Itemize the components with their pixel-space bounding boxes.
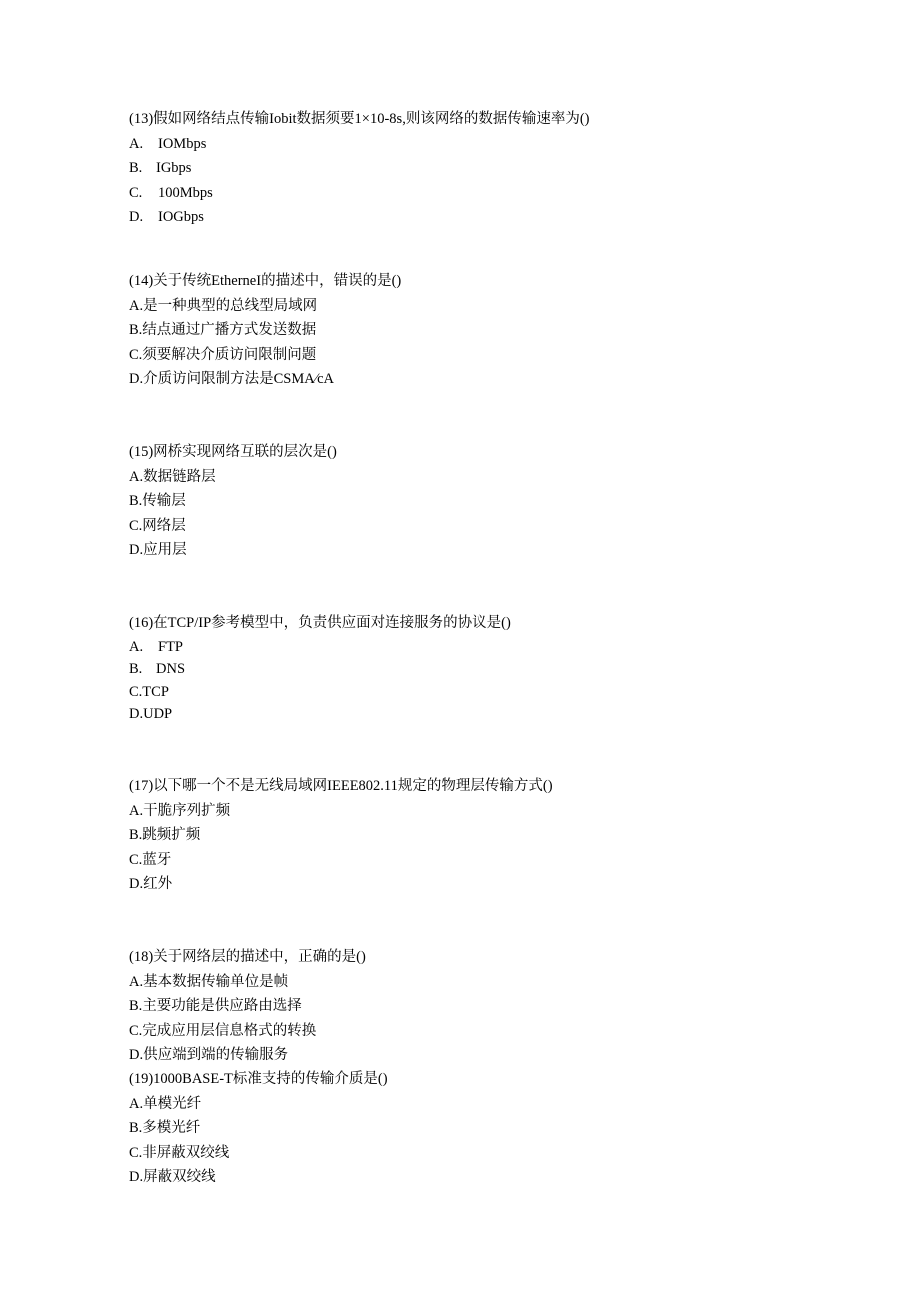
question-stem: (19)1000BASE-T标准支持的传输介质是() <box>129 1071 388 1087</box>
option-c: C.完成应用层信息格式的转换 <box>129 1022 317 1039</box>
option-d: D.介质访问限制方法是CSMA⁄cA <box>129 371 335 387</box>
question-stem: (17)以下哪一个不是无线局域网IEEE802.11规定的物理层传输方式() <box>129 778 553 794</box>
option-a: A.干脆序列扩频 <box>129 802 231 819</box>
option-b: B.传输层 <box>129 493 186 509</box>
question-18 <box>129 945 829 1068</box>
option-c: C.蓝牙 <box>129 851 172 868</box>
option-a: A. FTP <box>129 638 183 655</box>
question-19 <box>129 1067 829 1190</box>
question-stem: (16)在TCP/IP参考模型中，负责供应面对连接服务的协议是() <box>129 615 511 631</box>
option-b: B.跳频扩频 <box>129 827 201 843</box>
question-stem: (15)网桥实现网络互联的层次是() <box>129 444 337 460</box>
option-c: C.须要解决介质访问限制问题 <box>129 346 317 363</box>
question-17 <box>129 774 829 897</box>
option-a: A.基本数据传输单位是帧 <box>129 973 289 990</box>
question-stem: (14)关于传统EtherneI的描述中，错误的是() <box>129 273 402 289</box>
option-b: B.结点通过广播方式发送数据 <box>129 322 317 338</box>
option-b: B.主要功能是供应路由选择 <box>129 998 302 1014</box>
option-a: A.是一种典型的总线型局域网 <box>129 297 318 314</box>
option-d: D.应用层 <box>129 542 187 558</box>
option-b: B. IGbps <box>129 160 192 176</box>
option-c: C.网络层 <box>129 517 186 534</box>
option-a: A.单模光纤 <box>129 1095 202 1112</box>
option-d: D.供应端到端的传输服务 <box>129 1047 289 1063</box>
option-d: D.红外 <box>129 876 173 892</box>
option-d: D.屏蔽双绞线 <box>129 1169 216 1185</box>
question-13 <box>129 107 829 230</box>
question-stem: (18)关于网络层的描述中，正确的是() <box>129 949 366 965</box>
option-a: A. IOMbps <box>129 135 207 152</box>
question-stem: (13)假如网络结点传输Iobit数据须要1×10-8s,则该网络的数据传输速率为() <box>129 111 590 127</box>
option-c: C.非屏蔽双绞线 <box>129 1144 230 1161</box>
question-15 <box>129 440 829 563</box>
option-b: B. DNS <box>129 661 186 677</box>
question-16 <box>129 611 829 726</box>
question-14 <box>129 269 829 392</box>
option-d: D.UDP <box>129 706 173 722</box>
option-c: C.TCP <box>129 683 169 700</box>
option-b: B.多模光纤 <box>129 1120 201 1136</box>
option-d: D. IOGbps <box>129 209 204 225</box>
option-c: C. 100Mbps <box>129 184 213 201</box>
option-a: A.数据链路层 <box>129 468 216 485</box>
